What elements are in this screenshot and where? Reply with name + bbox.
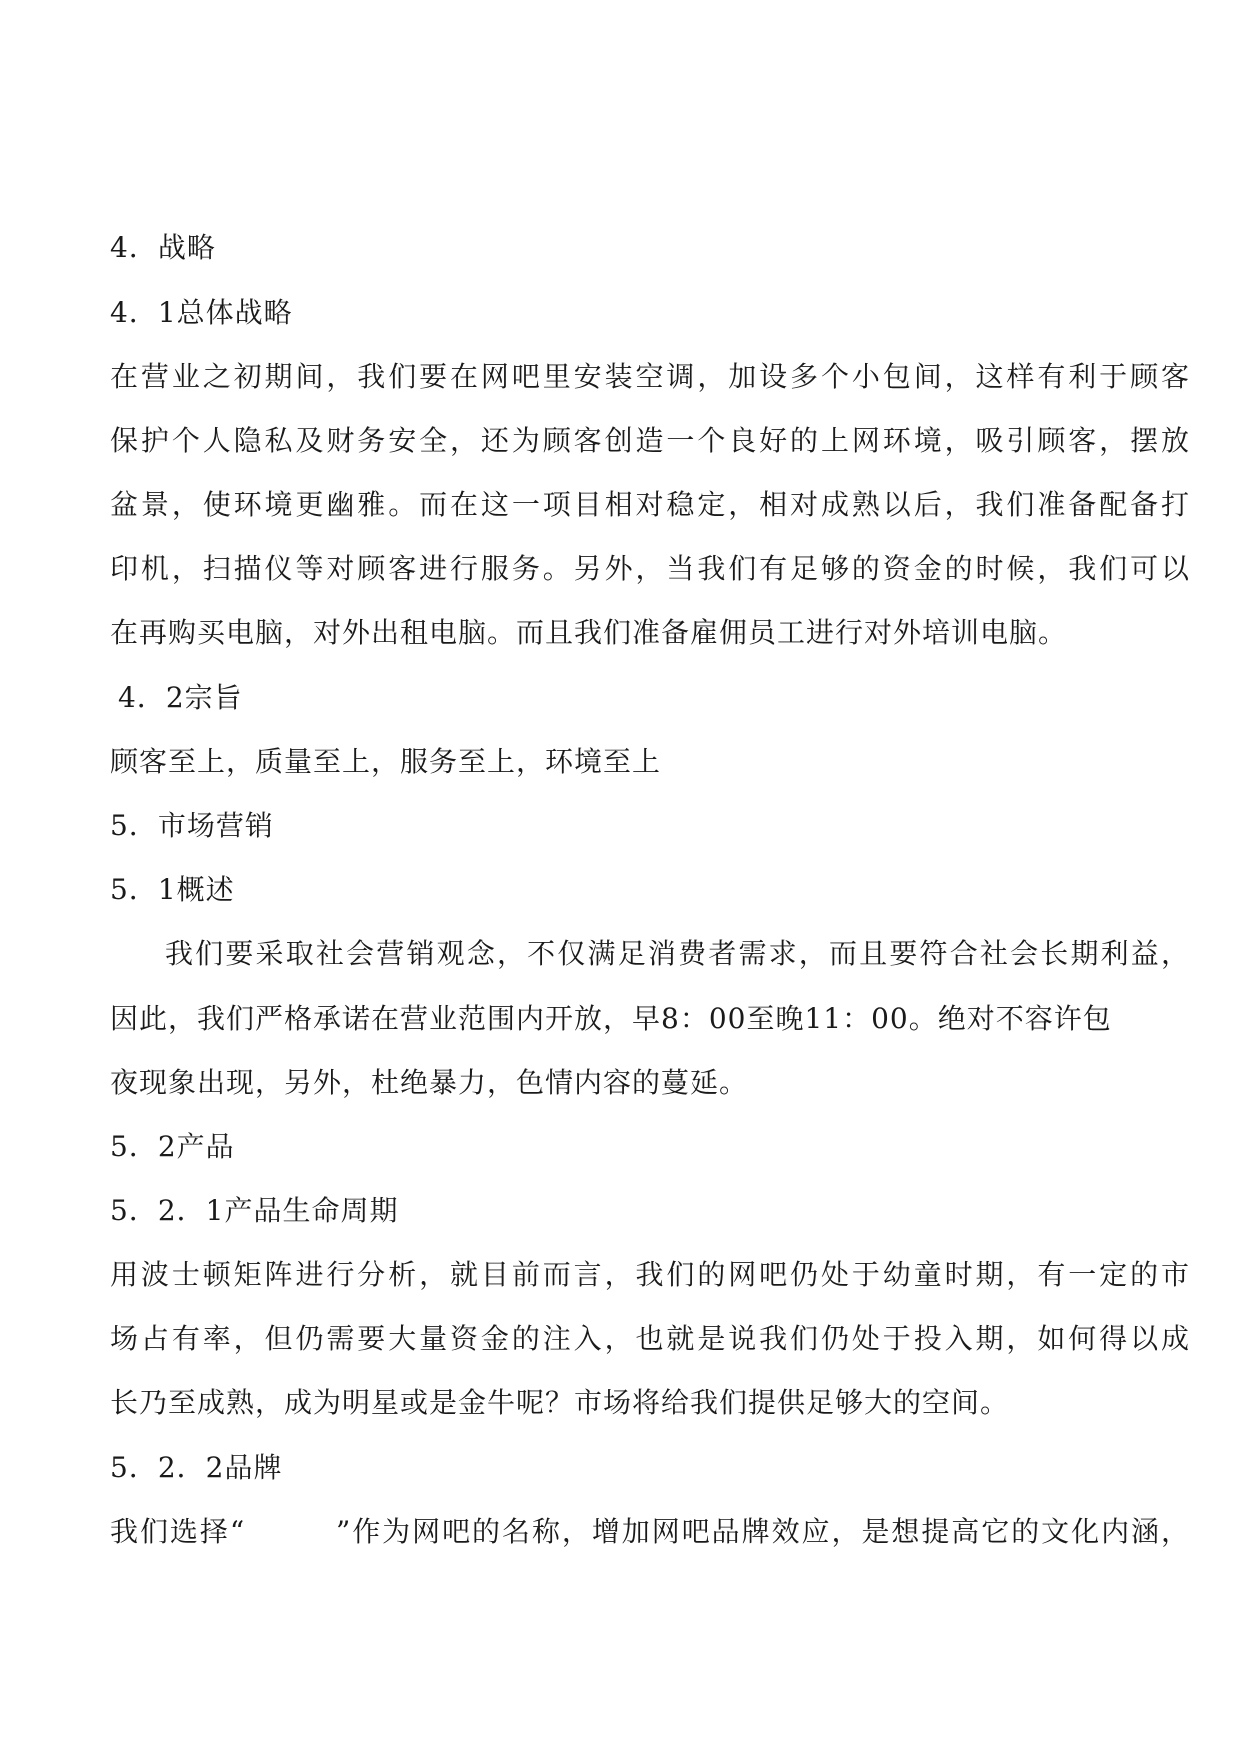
paragraph-line: 用波士顿矩阵进行分析，就目前而言，我们的网吧仍处于幼童时期，有一定的市	[110, 1258, 1190, 1291]
subheading-purpose: 4．2宗旨	[118, 681, 243, 714]
paragraph-line: 场占有率，但仍需要大量资金的注入，也就是说我们仍处于投入期，如何得以成	[110, 1322, 1190, 1355]
paragraph-line: 因此，我们严格承诺在营业范围内开放，早8：00至晚11：00。绝对不容许包	[110, 1002, 1112, 1035]
heading-marketing: 5．市场营销	[110, 809, 274, 842]
paragraph-line: 我们选择“ ”作为网吧的名称，增加网吧品牌效应，是想提高它的文化内涵，	[110, 1515, 1190, 1548]
paragraph-line: 保护个人隐私及财务安全，还为顾客创造一个良好的上网环境，吸引顾客，摆放	[110, 424, 1190, 457]
paragraph-line: 在营业之初期间，我们要在网吧里安装空调，加设多个小包间，这样有利于顾客	[110, 360, 1190, 393]
subheading-product: 5．2产品	[110, 1130, 235, 1163]
heading-strategy: 4．战略	[110, 231, 216, 264]
paragraph-line: 印机，扫描仪等对顾客进行服务。另外，当我们有足够的资金的时候，我们可以	[110, 552, 1190, 585]
paragraph-line: 在再购买电脑，对外出租电脑。而且我们准备雇佣员工进行对外培训电脑。	[110, 616, 1068, 649]
paragraph-line: 我们要采取社会营销观念，不仅满足消费者需求，而且要符合社会长期利益，	[165, 937, 1190, 970]
paragraph-line: 长乃至成熟，成为明星或是金牛呢？市场将给我们提供足够大的空间。	[110, 1386, 1010, 1419]
subheading-brand: 5．2．2品牌	[110, 1451, 283, 1484]
subheading-overall-strategy: 4．1总体战略	[110, 296, 293, 329]
paragraph-line: 夜现象出现，另外，杜绝暴力，色情内容的蔓延。	[110, 1066, 749, 1099]
subheading-overview: 5．1概述	[110, 873, 235, 906]
paragraph-line: 顾客至上，质量至上，服务至上，环境至上	[110, 745, 662, 778]
subheading-product-lifecycle: 5．2．1产品生命周期	[110, 1194, 399, 1227]
paragraph-line: 盆景，使环境更幽雅。而在这一项目相对稳定，相对成熟以后，我们准备配备打	[110, 488, 1190, 521]
